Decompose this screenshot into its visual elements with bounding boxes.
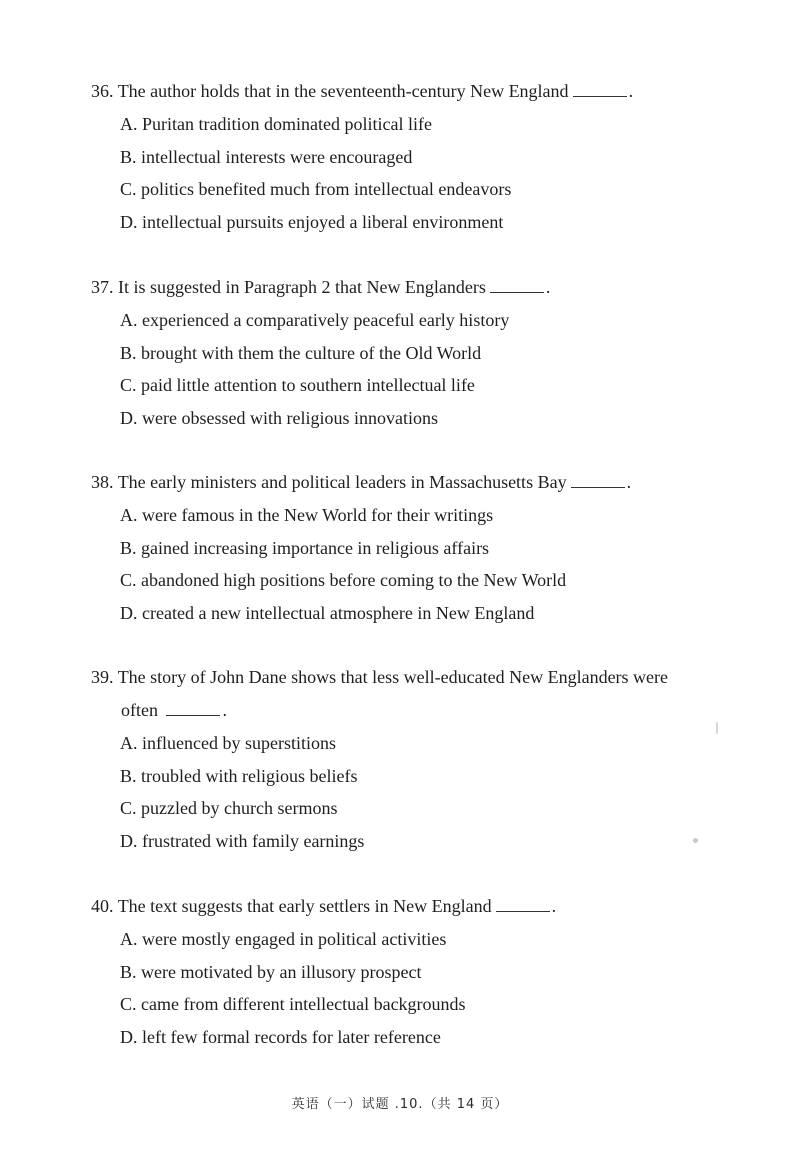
option-a	[91, 923, 741, 956]
answer-blank	[573, 80, 627, 97]
option-text: were famous in the New World for their writings	[142, 505, 494, 525]
option-letter: D.	[120, 407, 138, 428]
question-37	[91, 271, 741, 434]
question-number: 40.	[91, 896, 114, 916]
question-stem	[91, 271, 741, 304]
option-letter: B.	[120, 146, 137, 167]
option-text: influenced by superstitions	[142, 733, 336, 753]
question-stem	[91, 661, 741, 694]
stem-end: .	[222, 700, 227, 720]
option-d	[91, 597, 741, 630]
option-text: gained increasing importance in religious affairs	[141, 537, 490, 558]
question-number: 36.	[91, 81, 114, 101]
option-text: created a new intellectual atmosphere in New England	[142, 602, 535, 623]
option-text: experienced a comparatively peaceful early history	[142, 310, 510, 330]
stem-end: .	[545, 277, 551, 297]
question-stem-text: It is suggested in Paragraph 2 that New Englanders	[118, 277, 486, 297]
question-number: 39.	[91, 667, 114, 687]
option-text: paid little attention to southern intellectual life	[141, 375, 475, 396]
question-38	[91, 466, 741, 629]
option-letter: C.	[120, 570, 137, 591]
option-text: left few formal records for later reference	[142, 1026, 441, 1047]
option-b	[91, 532, 741, 565]
question-stem	[91, 466, 741, 499]
option-c	[91, 369, 741, 402]
option-c	[91, 988, 741, 1021]
scan-speck	[693, 838, 698, 843]
option-letter: A.	[120, 310, 138, 330]
question-number: 37.	[91, 277, 114, 297]
option-d	[91, 402, 741, 435]
option-letter: A.	[120, 505, 138, 525]
option-text: Puritan tradition dominated political life	[142, 114, 432, 134]
question-stem-text: The author holds that in the seventeenth-century New England	[117, 81, 569, 101]
option-letter: A.	[120, 114, 138, 134]
answer-blank	[496, 895, 550, 912]
option-letter: B.	[120, 537, 137, 558]
option-text: were motivated by an illusory prospect	[141, 961, 422, 982]
option-text: politics benefited much from intellectual endeavors	[141, 179, 512, 200]
answer-blank	[490, 276, 544, 293]
option-letter: C.	[120, 798, 137, 819]
option-c	[91, 792, 741, 825]
question-stem	[91, 890, 741, 923]
option-text: intellectual pursuits enjoyed a liberal environment	[142, 211, 504, 232]
option-b	[91, 760, 741, 793]
option-letter: B.	[120, 765, 137, 786]
option-d	[91, 206, 741, 239]
option-text: puzzled by church sermons	[141, 798, 338, 819]
question-36	[91, 75, 741, 238]
question-stem-text: The story of John Dane shows that less well-educated New Englanders were	[117, 667, 669, 687]
option-c	[91, 173, 741, 206]
answer-blank	[571, 471, 625, 488]
option-a	[91, 727, 741, 760]
option-text: abandoned high positions before coming to the New World	[141, 570, 567, 591]
question-stem-continuation	[91, 694, 741, 727]
question-stem	[91, 75, 741, 108]
question-stem-text: The early ministers and political leaders in Massachusetts Bay	[117, 472, 567, 492]
option-a	[91, 499, 741, 532]
scan-speck	[716, 722, 718, 734]
stem-end: .	[626, 472, 632, 492]
question-40	[91, 890, 741, 1053]
option-d	[91, 825, 741, 858]
stem-end: .	[551, 896, 557, 916]
option-letter: C.	[120, 375, 137, 396]
question-39	[91, 661, 741, 857]
answer-blank	[166, 699, 220, 716]
option-b	[91, 141, 741, 174]
question-stem-text: The text suggests that early settlers in New England	[117, 896, 492, 916]
option-a	[91, 108, 741, 141]
option-b	[91, 956, 741, 989]
option-letter: B.	[120, 342, 137, 363]
option-text: came from different intellectual backgrounds	[141, 994, 466, 1015]
option-letter: C.	[120, 179, 137, 200]
option-letter: A.	[120, 733, 138, 753]
option-c	[91, 564, 741, 597]
option-letter: D.	[120, 1026, 138, 1047]
option-letter: C.	[120, 994, 137, 1015]
option-d	[91, 1021, 741, 1054]
page-footer: 英语（一）试题 .10.（共 14 页）	[291, 1097, 509, 1112]
option-letter: D.	[120, 602, 138, 623]
option-text: frustrated with family earnings	[142, 830, 365, 851]
question-stem-cont-text: often	[121, 700, 158, 720]
option-text: troubled with religious beliefs	[141, 765, 358, 786]
option-letter: A.	[120, 929, 138, 949]
option-text: brought with them the culture of the Old World	[141, 342, 482, 363]
option-text: intellectual interests were encouraged	[141, 146, 413, 167]
option-b	[91, 337, 741, 370]
option-letter: B.	[120, 961, 137, 982]
option-letter: D.	[120, 211, 138, 232]
option-text: were obsessed with religious innovations	[142, 407, 438, 428]
option-letter: D.	[120, 830, 138, 851]
option-a	[91, 304, 741, 337]
option-text: were mostly engaged in political activities	[142, 929, 447, 949]
question-number: 38.	[91, 472, 114, 492]
stem-end: .	[628, 81, 634, 101]
